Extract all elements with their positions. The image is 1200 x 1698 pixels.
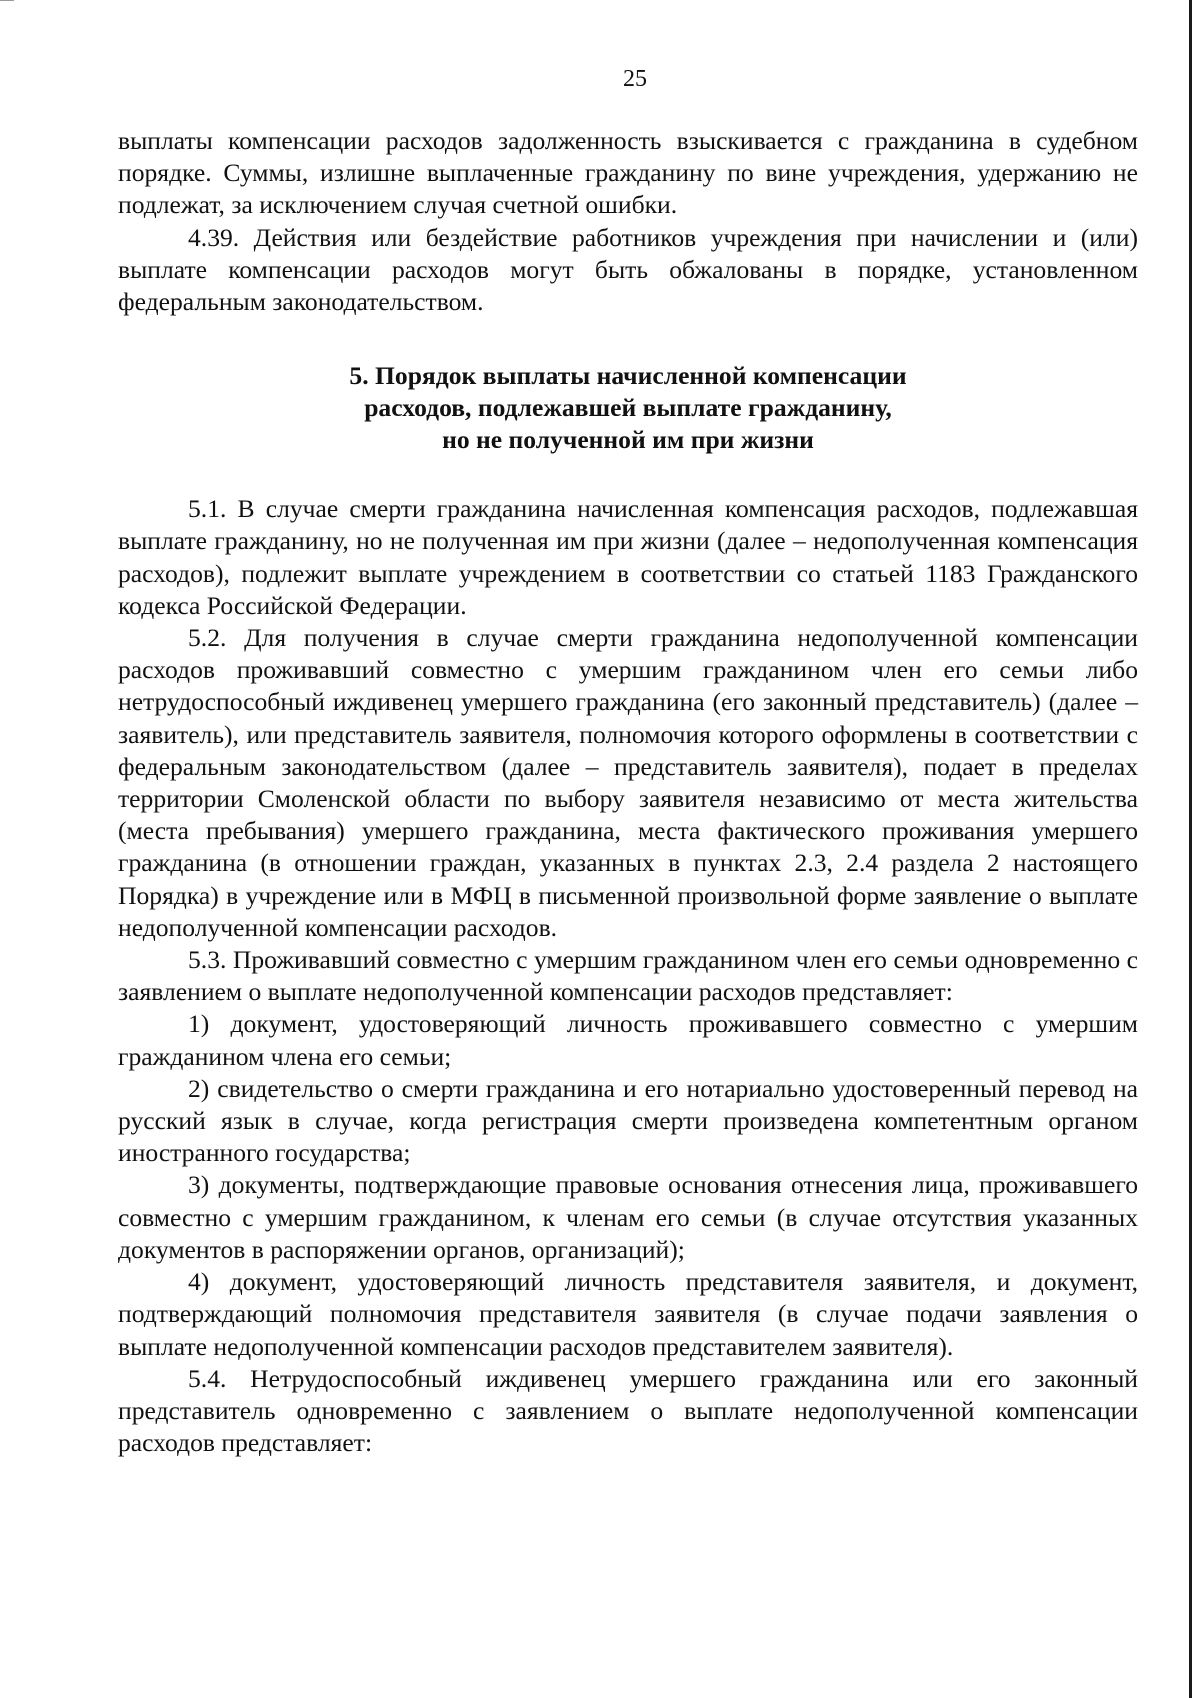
paragraph-5-2: 5.2. Для получения в случае смерти гражданина недополученной компенсации расходов проживавший совместно с умершим гражданином член его семьи либо нетрудоспособный иждивенец умершего гражданина (его законный представитель) (далее – заявитель), или представитель заявителя, полномочия которого оформлены в соответствии с федеральным законодательством (далее – представитель заявителя), подает в пределах территории Смоленской области по выбору заявителя независимо от места жительства (места пребывания) умершего гражданина, места фактического проживания умершего гражданина (в отношении граждан, указанных в пунктах 2.3, 2.4 раздела 2 настоящего Порядка) в учреждение или в МФЦ в письменной произвольной форме заявление о выплате недополученной компенсации расходов. (118, 623, 1138, 942)
page-number: 25 (623, 66, 647, 92)
document-body (118, 125, 1138, 1459)
paragraph-continued: выплаты компенсации расходов задолженность взыскивается с гражданина в судебном порядке. Суммы, излишне выплаченные гражданину по вине учреждения, удержанию не подлежат, за исключением случая счетной ошибки. (118, 126, 1138, 220)
paragraph-5-3: 5.3. Проживавший совместно с умершим гражданином член его семьи одновременно с заявлением о выплате недополученной компенсации расходов представляет: (118, 945, 1138, 1007)
list-item-4: 4) документ, удостоверяющий личность представителя заявителя, и документ, подтверждающий полномочия представителя заявителя (в случае подачи заявления о выплате недополученной компенсации расходов представителем заявителя). (118, 1267, 1138, 1361)
list-item-1: 1) документ, удостоверяющий личность проживавшего совместно с умершим гражданином члена его семьи; (118, 1009, 1138, 1071)
list-item-2: 2) свидетельство о смерти гражданина и его нотариально удостоверенный перевод на русский язык в случае, когда регистрация смерти произведена компетентным органом иностранного государства; (118, 1073, 1138, 1168)
section-title-line: 5. Порядок выплаты начисленной компенсации (349, 361, 907, 391)
section-title-line: расходов, подлежавшей выплате гражданину, (364, 393, 892, 423)
paragraph-5-4: 5.4. Нетрудоспособный иждивенец умершего гражданина или его законный представитель одновременно с заявлением о выплате недополученной компенсации расходов представляет: (118, 1363, 1138, 1458)
list-item-3: 3) документы, подтверждающие правовые основания отнесения лица, проживавшего совместно с умершим гражданином, к членам его семьи (в случае отсутствия указанных документов в распоряжении органов, организаций); (118, 1170, 1138, 1264)
paragraph-5-1: 5.1. В случае смерти гражданина начисленная компенсация расходов, подлежавшая выплате гражданину, но не полученная им при жизни (далее – недополученная компенсация расходов), подлежит выплате учреждением в соответствии со статьей 1183 Гражданского кодекса Российской Федерации. (118, 494, 1138, 620)
scan-edge-line (1189, 0, 1192, 1698)
paragraph-4-39: 4.39. Действия или бездействие работников учреждения при начислении и (или) выплате компенсации расходов могут быть обжалованы в порядке, установленном федеральным законодательством. (118, 222, 1138, 317)
section-title (118, 360, 1138, 456)
scan-corner-mark (0, 0, 14, 7)
section-title-line: но не полученной им при жизни (442, 425, 814, 455)
